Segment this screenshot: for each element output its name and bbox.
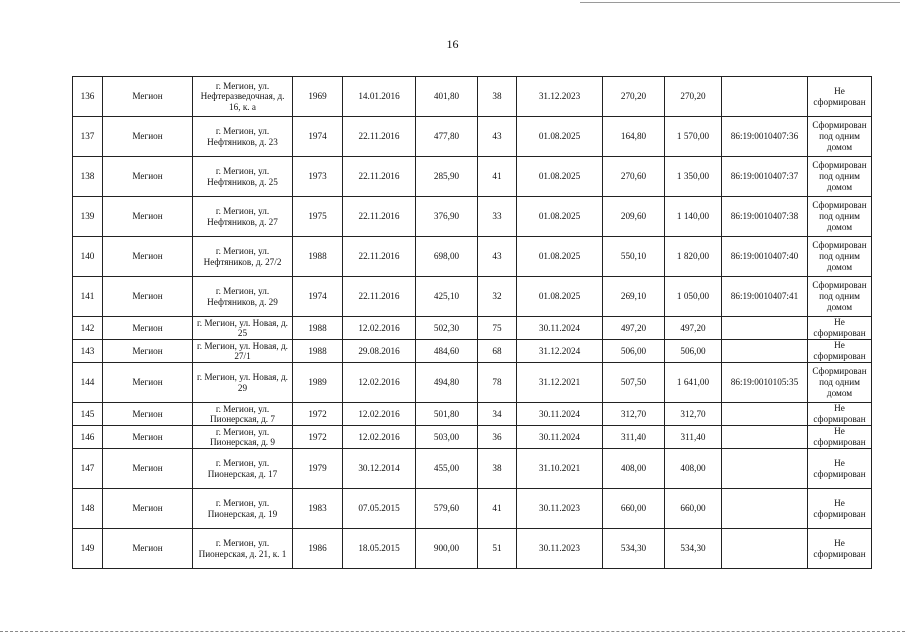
cell-recognition-date: 12.02.2016 (343, 317, 416, 340)
cell-count: 41 (478, 157, 517, 197)
cell-row-number: 141 (73, 277, 103, 317)
cell-cadastral-number (722, 449, 808, 489)
cell-area: 501,80 (416, 403, 478, 426)
cell-count: 51 (478, 529, 517, 569)
cell-year-built: 1972 (293, 426, 343, 449)
cell-land-status: Сформирован под одним домом (808, 157, 872, 197)
table-row (73, 277, 872, 317)
cell-value-2: 506,00 (665, 340, 722, 363)
cell-value-2: 270,20 (665, 77, 722, 117)
cell-count: 36 (478, 426, 517, 449)
cell-value-2: 1 820,00 (665, 237, 722, 277)
cell-row-number: 136 (73, 77, 103, 117)
cell-municipality: Мегион (103, 197, 193, 237)
cell-row-number: 137 (73, 117, 103, 157)
cell-year-built: 1975 (293, 197, 343, 237)
cell-land-status: Не сформирован (808, 529, 872, 569)
cell-value-1: 270,60 (603, 157, 665, 197)
cell-resettlement-deadline: 30.11.2024 (517, 317, 603, 340)
cell-value-1: 497,20 (603, 317, 665, 340)
cell-municipality: Мегион (103, 237, 193, 277)
cell-municipality: Мегион (103, 489, 193, 529)
housing-registry-table (72, 76, 872, 569)
cell-value-1: 534,30 (603, 529, 665, 569)
cell-address: г. Мегион, ул. Пионерская, д. 21, к. 1 (193, 529, 293, 569)
cell-cadastral-number: 86:19:0010407:37 (722, 157, 808, 197)
cell-value-1: 270,20 (603, 77, 665, 117)
cell-address: г. Мегион, ул. Нефтяников, д. 25 (193, 157, 293, 197)
cell-recognition-date: 12.02.2016 (343, 426, 416, 449)
cell-resettlement-deadline: 31.12.2024 (517, 340, 603, 363)
cell-row-number: 138 (73, 157, 103, 197)
cell-cadastral-number: 86:19:0010407:40 (722, 237, 808, 277)
cell-row-number: 149 (73, 529, 103, 569)
bottom-scan-edge (0, 631, 905, 632)
cell-land-status: Сформирован под одним домом (808, 363, 872, 403)
cell-cadastral-number (722, 340, 808, 363)
cell-value-1: 660,00 (603, 489, 665, 529)
cell-count: 68 (478, 340, 517, 363)
cell-year-built: 1986 (293, 529, 343, 569)
cell-count: 34 (478, 403, 517, 426)
cell-value-1: 312,70 (603, 403, 665, 426)
cell-address: г. Мегион, ул. Пионерская, д. 7 (193, 403, 293, 426)
cell-address: г. Мегион, ул. Нефтяников, д. 29 (193, 277, 293, 317)
cell-year-built: 1988 (293, 317, 343, 340)
cell-land-status: Сформирован под одним домом (808, 237, 872, 277)
cell-count: 43 (478, 117, 517, 157)
table-row (73, 317, 872, 340)
cell-value-1: 507,50 (603, 363, 665, 403)
cell-area: 502,30 (416, 317, 478, 340)
cell-cadastral-number (722, 403, 808, 426)
cell-recognition-date: 12.02.2016 (343, 403, 416, 426)
cell-resettlement-deadline: 01.08.2025 (517, 157, 603, 197)
cell-resettlement-deadline: 30.11.2024 (517, 403, 603, 426)
cell-year-built: 1988 (293, 237, 343, 277)
page-number: 16 (446, 37, 459, 51)
cell-recognition-date: 22.11.2016 (343, 197, 416, 237)
cell-value-1: 269,10 (603, 277, 665, 317)
cell-year-built: 1974 (293, 117, 343, 157)
cell-cadastral-number (722, 426, 808, 449)
cell-recognition-date: 22.11.2016 (343, 237, 416, 277)
cell-address: г. Мегион, ул. Новая, д. 29 (193, 363, 293, 403)
cell-count: 78 (478, 363, 517, 403)
cell-land-status: Не сформирован (808, 317, 872, 340)
table-row (73, 363, 872, 403)
cell-resettlement-deadline: 01.08.2025 (517, 197, 603, 237)
cell-address: г. Мегион, ул. Новая, д. 25 (193, 317, 293, 340)
cell-area: 698,00 (416, 237, 478, 277)
table-row (73, 426, 872, 449)
cell-area: 376,90 (416, 197, 478, 237)
cell-recognition-date: 30.12.2014 (343, 449, 416, 489)
cell-value-2: 660,00 (665, 489, 722, 529)
cell-municipality: Мегион (103, 157, 193, 197)
cell-municipality: Мегион (103, 449, 193, 489)
table-row (73, 403, 872, 426)
cell-municipality: Мегион (103, 529, 193, 569)
cell-area: 484,60 (416, 340, 478, 363)
cell-land-status: Не сформирован (808, 340, 872, 363)
cell-year-built: 1979 (293, 449, 343, 489)
cell-resettlement-deadline: 01.08.2025 (517, 237, 603, 277)
cell-year-built: 1988 (293, 340, 343, 363)
cell-count: 38 (478, 77, 517, 117)
cell-year-built: 1969 (293, 77, 343, 117)
table-row (73, 529, 872, 569)
cell-value-2: 1 140,00 (665, 197, 722, 237)
cell-area: 477,80 (416, 117, 478, 157)
cell-value-2: 1 050,00 (665, 277, 722, 317)
cell-area: 455,00 (416, 449, 478, 489)
cell-land-status: Не сформирован (808, 489, 872, 529)
cell-address: г. Мегион, ул. Пионерская, д. 17 (193, 449, 293, 489)
cell-recognition-date: 18.05.2015 (343, 529, 416, 569)
cell-land-status: Не сформирован (808, 426, 872, 449)
cell-value-2: 311,40 (665, 426, 722, 449)
cell-row-number: 146 (73, 426, 103, 449)
cell-count: 33 (478, 197, 517, 237)
cell-row-number: 145 (73, 403, 103, 426)
table-row (73, 197, 872, 237)
cell-address: г. Мегион, ул. Нефтяников, д. 27 (193, 197, 293, 237)
cell-address: г. Мегион, ул. Новая, д. 27/1 (193, 340, 293, 363)
table-row (73, 157, 872, 197)
cell-value-1: 408,00 (603, 449, 665, 489)
cell-municipality: Мегион (103, 117, 193, 157)
cell-value-1: 506,00 (603, 340, 665, 363)
cell-row-number: 147 (73, 449, 103, 489)
registry-body (73, 77, 872, 569)
cell-row-number: 148 (73, 489, 103, 529)
cell-recognition-date: 22.11.2016 (343, 117, 416, 157)
cell-value-1: 209,60 (603, 197, 665, 237)
cell-value-1: 164,80 (603, 117, 665, 157)
cell-value-2: 497,20 (665, 317, 722, 340)
cell-area: 425,10 (416, 277, 478, 317)
cell-recognition-date: 22.11.2016 (343, 277, 416, 317)
cell-land-status: Не сформирован (808, 77, 872, 117)
cell-municipality: Мегион (103, 426, 193, 449)
cell-land-status: Сформирован под одним домом (808, 117, 872, 157)
cell-value-2: 1 641,00 (665, 363, 722, 403)
cell-land-status: Не сформирован (808, 449, 872, 489)
cell-year-built: 1973 (293, 157, 343, 197)
cell-value-2: 408,00 (665, 449, 722, 489)
cell-cadastral-number: 86:19:0010105:35 (722, 363, 808, 403)
cell-municipality: Мегион (103, 277, 193, 317)
cell-count: 38 (478, 449, 517, 489)
cell-area: 579,60 (416, 489, 478, 529)
cell-cadastral-number (722, 317, 808, 340)
cell-value-2: 1 350,00 (665, 157, 722, 197)
cell-row-number: 143 (73, 340, 103, 363)
cell-cadastral-number (722, 529, 808, 569)
cell-count: 75 (478, 317, 517, 340)
cell-address: г. Мегион, ул. Пионерская, д. 19 (193, 489, 293, 529)
cell-municipality: Мегион (103, 403, 193, 426)
cell-recognition-date: 29.08.2016 (343, 340, 416, 363)
cell-area: 503,00 (416, 426, 478, 449)
cell-land-status: Сформирован под одним домом (808, 277, 872, 317)
cell-area: 494,80 (416, 363, 478, 403)
cell-cadastral-number: 86:19:0010407:36 (722, 117, 808, 157)
cell-municipality: Мегион (103, 363, 193, 403)
cell-address: г. Мегион, ул. Пионерская, д. 9 (193, 426, 293, 449)
table-row (73, 489, 872, 529)
cell-year-built: 1989 (293, 363, 343, 403)
cell-area: 401,80 (416, 77, 478, 117)
cell-resettlement-deadline: 31.12.2021 (517, 363, 603, 403)
cell-municipality: Мегион (103, 317, 193, 340)
cell-recognition-date: 12.02.2016 (343, 363, 416, 403)
cell-count: 32 (478, 277, 517, 317)
cell-resettlement-deadline: 01.08.2025 (517, 277, 603, 317)
cell-municipality: Мегион (103, 77, 193, 117)
cell-resettlement-deadline: 31.12.2023 (517, 77, 603, 117)
cell-recognition-date: 07.05.2015 (343, 489, 416, 529)
top-edge-rule (580, 2, 900, 3)
cell-cadastral-number: 86:19:0010407:38 (722, 197, 808, 237)
table-row (73, 449, 872, 489)
cell-row-number: 144 (73, 363, 103, 403)
cell-value-2: 312,70 (665, 403, 722, 426)
cell-year-built: 1974 (293, 277, 343, 317)
table-row (73, 117, 872, 157)
cell-address: г. Мегион, ул. Нефтяников, д. 27/2 (193, 237, 293, 277)
cell-land-status: Сформирован под одним домом (808, 197, 872, 237)
table-row (73, 340, 872, 363)
table-row (73, 237, 872, 277)
cell-area: 900,00 (416, 529, 478, 569)
cell-cadastral-number (722, 489, 808, 529)
cell-resettlement-deadline: 30.11.2024 (517, 426, 603, 449)
cell-resettlement-deadline: 30.11.2023 (517, 489, 603, 529)
cell-address: г. Мегион, ул. Нефтяников, д. 23 (193, 117, 293, 157)
cell-resettlement-deadline: 30.11.2023 (517, 529, 603, 569)
cell-cadastral-number (722, 77, 808, 117)
cell-recognition-date: 22.11.2016 (343, 157, 416, 197)
cell-address: г. Мегион, ул. Нефтеразведочная, д. 16, к. а (193, 77, 293, 117)
cell-land-status: Не сформирован (808, 403, 872, 426)
cell-row-number: 139 (73, 197, 103, 237)
cell-resettlement-deadline: 01.08.2025 (517, 117, 603, 157)
cell-value-1: 550,10 (603, 237, 665, 277)
cell-count: 41 (478, 489, 517, 529)
cell-area: 285,90 (416, 157, 478, 197)
cell-value-2: 534,30 (665, 529, 722, 569)
cell-cadastral-number: 86:19:0010407:41 (722, 277, 808, 317)
cell-year-built: 1972 (293, 403, 343, 426)
cell-value-2: 1 570,00 (665, 117, 722, 157)
cell-municipality: Мегион (103, 340, 193, 363)
cell-row-number: 142 (73, 317, 103, 340)
cell-resettlement-deadline: 31.10.2021 (517, 449, 603, 489)
cell-recognition-date: 14.01.2016 (343, 77, 416, 117)
table-row (73, 77, 872, 117)
cell-value-1: 311,40 (603, 426, 665, 449)
cell-row-number: 140 (73, 237, 103, 277)
cell-count: 43 (478, 237, 517, 277)
cell-year-built: 1983 (293, 489, 343, 529)
